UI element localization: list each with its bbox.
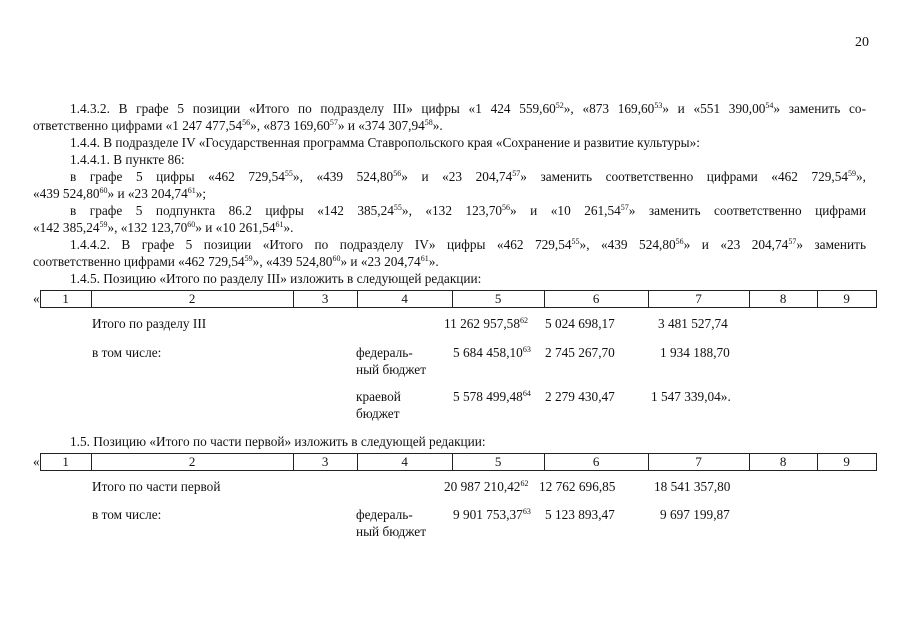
cell-col5: 5 684 458,10$^{63}$ (453, 345, 531, 360)
paragraph-subpoint-86-2: в графе 5 подпункта 86.2 цифры «142 385,24$^{55}$», «132 123,70$^{56}$» и «10 261,54$^{57}$» заменить соответственно цифрами (70, 203, 867, 218)
cell-col6: 2 279 430,47 (545, 389, 615, 404)
table-2-header (33, 453, 866, 470)
paragraph-1-4-4-2: 1.4.4.2. В графе 5 позиции «Итого по подразделу IV» цифры «462 729,54$^{55}$», «439 524,80$^{56}$» и «23 204,74$^{57}$» заменить (70, 237, 867, 252)
col-number: 2 (92, 454, 294, 470)
col-number: 9 (843, 290, 850, 306)
row-label: в том числе: (92, 507, 162, 522)
col-number: 1 (41, 291, 92, 307)
opening-quote: « (33, 454, 40, 469)
col-number: 2 (92, 291, 294, 307)
col-number: 7 (649, 454, 750, 470)
col-number: 4 (358, 291, 453, 307)
paragraph-subpoint-86-2-cont: «142 385,24$^{59}$», «132 123,70$^{60}$» и «10 261,54$^{61}$». (33, 220, 294, 235)
table-1-rows (33, 307, 866, 421)
paragraph-1-5: 1.5. Позицию «Итого по части первой» изложить в следующей редакции: (70, 434, 486, 449)
cell-col4: краевой (356, 389, 401, 404)
cell-col6: 5 123 893,47 (545, 507, 615, 522)
row-label: в том числе: (92, 345, 162, 360)
col-number: 1 (41, 454, 92, 470)
col-number: 5 (453, 291, 545, 307)
cell-col5: 11 262 957,58$^{62}$ (444, 316, 528, 331)
col-number: 4 (358, 454, 453, 470)
paragraph-1-4-3-2: 1.4.3.2. В графе 5 позиции «Итого по подразделу III» цифры «1 424 559,60$^{52}$», «873 169,60$^{53}$» и «551 390,00$^{54}$» заменить со- (70, 101, 866, 116)
cell-col7: 3 481 527,74 (658, 316, 728, 331)
document-body (33, 100, 866, 540)
column-number-grid (40, 453, 877, 471)
cell-col7: 18 541 357,80 (654, 479, 731, 494)
opening-quote: « (33, 291, 40, 306)
table-2-rows (33, 470, 866, 540)
cell-col4: ный бюджет (356, 524, 427, 539)
cell-col6: 2 745 267,70 (545, 345, 615, 360)
cell-col6: 5 024 698,17 (545, 316, 615, 331)
col-number: 9 (843, 453, 850, 469)
paragraph-1-4-4: 1.4.4. В подразделе IV «Государственная программа Ставропольского края «Сохранение и развитие культуры»: (70, 135, 700, 150)
cell-col5: 9 901 753,37$^{63}$ (453, 507, 531, 522)
cell-col4: федераль- (356, 345, 413, 360)
cell-col4: федераль- (356, 507, 413, 522)
paragraph-point-86-cont: «439 524,80$^{60}$» и «23 204,74$^{61}$»; (33, 186, 207, 201)
table-1-header (33, 290, 866, 307)
cell-col7: 9 697 199,87 (660, 507, 730, 522)
cell-col5: 20 987 210,42$^{62}$ (444, 479, 529, 494)
cell-col7: 1 547 339,04». (651, 389, 731, 404)
col-number: 8 (750, 291, 818, 307)
paragraph-1-4-4-1: 1.4.4.1. В пункте 86: (70, 152, 185, 167)
cell-col7: 1 934 188,70 (660, 345, 730, 360)
paragraph-1-4-3-2-cont: ответственно цифрами «1 247 477,54$^{56}$», «873 169,60$^{57}$» и «374 307,94$^{58}$». (33, 118, 443, 133)
cell-col4: бюджет (356, 406, 400, 421)
paragraph-1-4-4-2-cont: соответственно цифрами «462 729,54$^{59}$», «439 524,80$^{60}$» и «23 204,74$^{61}$». (33, 254, 439, 269)
cell-col5: 5 578 499,48$^{64}$ (453, 389, 531, 404)
col-number: 8 (750, 454, 818, 470)
col-number: 6 (545, 454, 649, 470)
col-number: 7 (649, 291, 750, 307)
col-number: 5 (453, 454, 545, 470)
page-number: 20 (855, 35, 869, 50)
col-number: 6 (545, 291, 649, 307)
paragraph-point-86: в графе 5 цифры «462 729,54$^{55}$», «439 524,80$^{56}$» и «23 204,74$^{57}$» заменить соответственно цифрами «462 729,54$^{59}$», (70, 169, 867, 184)
cell-col4: ный бюджет (356, 362, 427, 377)
col-number: 3 (294, 291, 358, 307)
row-label: Итого по части первой (92, 479, 221, 494)
column-number-grid (40, 290, 877, 308)
cell-col6: 12 762 696,85 (539, 479, 616, 494)
paragraph-1-4-5: 1.4.5. Позицию «Итого по разделу III» изложить в следующей редакции: (70, 271, 482, 286)
row-label: Итого по разделу III (92, 316, 207, 331)
col-number: 3 (294, 454, 358, 470)
